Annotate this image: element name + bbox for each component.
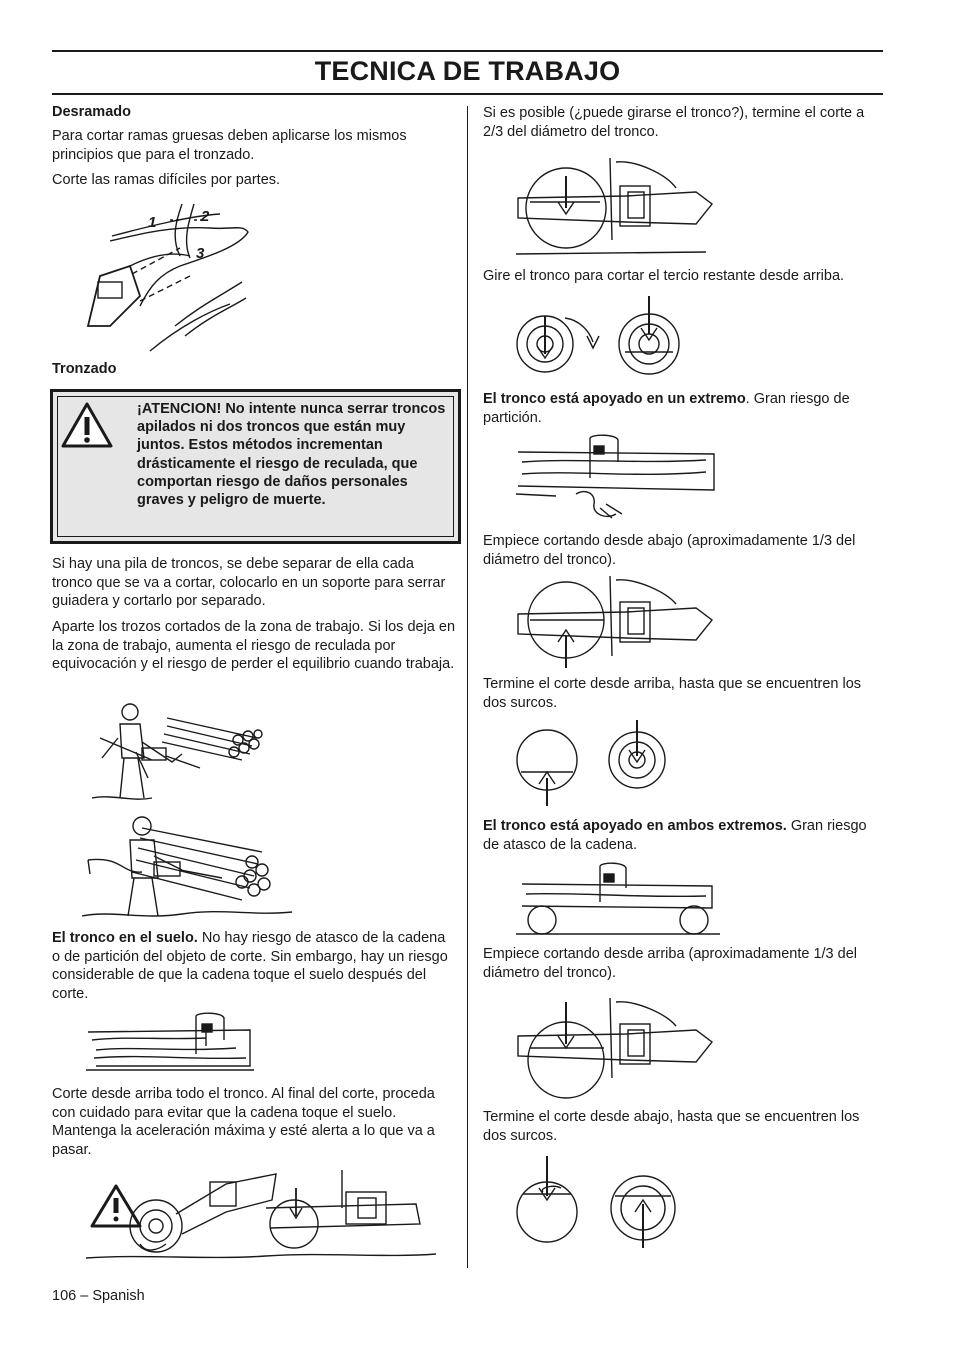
- right-paragraph-1: Si es posible (¿puede girarse el tronco?), termine el corte a 2/3 del diámetro del tronco.: [483, 105, 865, 140]
- right-paragraph-5: Empiece cortando desde arriba (aproximadamente 1/3 del diámetro del tronco).: [483, 946, 857, 981]
- right-paragraph-4: Termine el corte desde arriba, hasta que se encuentren los dos surcos.: [483, 676, 862, 711]
- delimbing-illustration: [70, 196, 260, 356]
- ambos-bold-lead: El tronco está apoyado en ambos extremos.: [483, 818, 787, 834]
- sawhorse-cutting-illustration: [92, 698, 282, 810]
- extremo-bold-lead: El tronco está apoyado en un extremo: [483, 391, 746, 407]
- suelo-bold-lead: El tronco en el suelo.: [52, 930, 198, 946]
- section-heading-tronzado: Tronzado: [52, 361, 117, 377]
- top-rule: [52, 50, 883, 52]
- title-rule: [52, 93, 883, 95]
- fig-label-2: 2: [201, 208, 210, 225]
- extremo-paragraph: [483, 390, 883, 427]
- finish-from-below-illustration: [513, 1152, 683, 1252]
- tronzado-paragraph-2: Aparte los trozos cortados de la zona de trabajo. Si los deja en la zona de trabajo, aumenta el riesgo de reculada por equivocación y el riesgo de perder el equilibrio cuando trabaja.: [52, 619, 456, 672]
- ambos-text: Gran riesgo de atasco de la cadena.: [483, 818, 867, 853]
- cut-from-below-illustration: [516, 574, 716, 670]
- page-title: TECNICA DE TRABAJO: [314, 56, 621, 86]
- suelo-text: No hay riesgo de atasco de la cadena o de partición del objeto de corte. Sin embargo, hay un riesgo considerable de que la cadena toque el suelo después del corte.: [52, 930, 448, 1002]
- log-pile-cutting-illustration: [82, 812, 302, 922]
- section-heading-desramado: Desramado: [52, 104, 131, 120]
- ground-cut-sequence-illustration: [86, 1164, 436, 1264]
- log-on-ground-illustration: [86, 1010, 256, 1074]
- tronzado-paragraph-1: Si hay una pila de troncos, se debe separar de ella cada tronco que se va a cortar, colocarlo en un soporte para serrar guiadera y cortarlo por separado.: [52, 556, 446, 609]
- suelo-paragraph-1: [52, 929, 457, 1003]
- rotate-log-illustration: [513, 292, 693, 376]
- suelo-paragraph-2: Corte desde arriba todo el tronco. Al final del corte, proceda con cuidado para evitar que la cadena toque el suelo. Mantenga la aceleración máxima y esté alerta a lo que va a pasar.: [52, 1086, 435, 1158]
- right-paragraph-6: Termine el corte desde abajo, hasta que se encuentren los dos surcos.: [483, 1109, 860, 1144]
- right-paragraph-3: Empiece cortando desde abajo (aproximadamente 1/3 del diámetro del tronco).: [483, 533, 856, 568]
- warning-text: ¡ATENCION! No intente nunca serrar troncos apilados ni dos troncos que están muy juntos. Estos métodos incrementan drásticamente el riesgo de reculada, que comportan riesgo de daños personales graves y peligro de muerte.: [137, 401, 446, 509]
- desramado-paragraph-1: Para cortar ramas gruesas deben aplicarse los mismos principios que para el tronzado.: [52, 128, 407, 163]
- column-divider: [467, 106, 468, 1268]
- right-paragraph-2: Gire el tronco para cortar el tercio restante desde arriba.: [483, 268, 845, 284]
- page-footer: 106 – Spanish: [52, 1288, 145, 1304]
- log-supported-one-end-illustration: [516, 434, 720, 524]
- log-supported-both-ends-illustration: [516, 862, 720, 938]
- desramado-paragraph-2: Corte las ramas difíciles por partes.: [52, 172, 281, 188]
- partial-cut-illustration: [516, 148, 716, 260]
- fig-label-1: 1: [148, 214, 157, 231]
- ambos-paragraph: [483, 817, 883, 854]
- extremo-text: . Gran riesgo de partición.: [483, 391, 850, 426]
- fig-label-3: 3: [196, 245, 205, 262]
- warning-box: [50, 389, 461, 544]
- warning-triangle-icon: [59, 400, 115, 452]
- cut-from-above-illustration: [516, 996, 716, 1100]
- finish-from-above-illustration: [513, 716, 673, 812]
